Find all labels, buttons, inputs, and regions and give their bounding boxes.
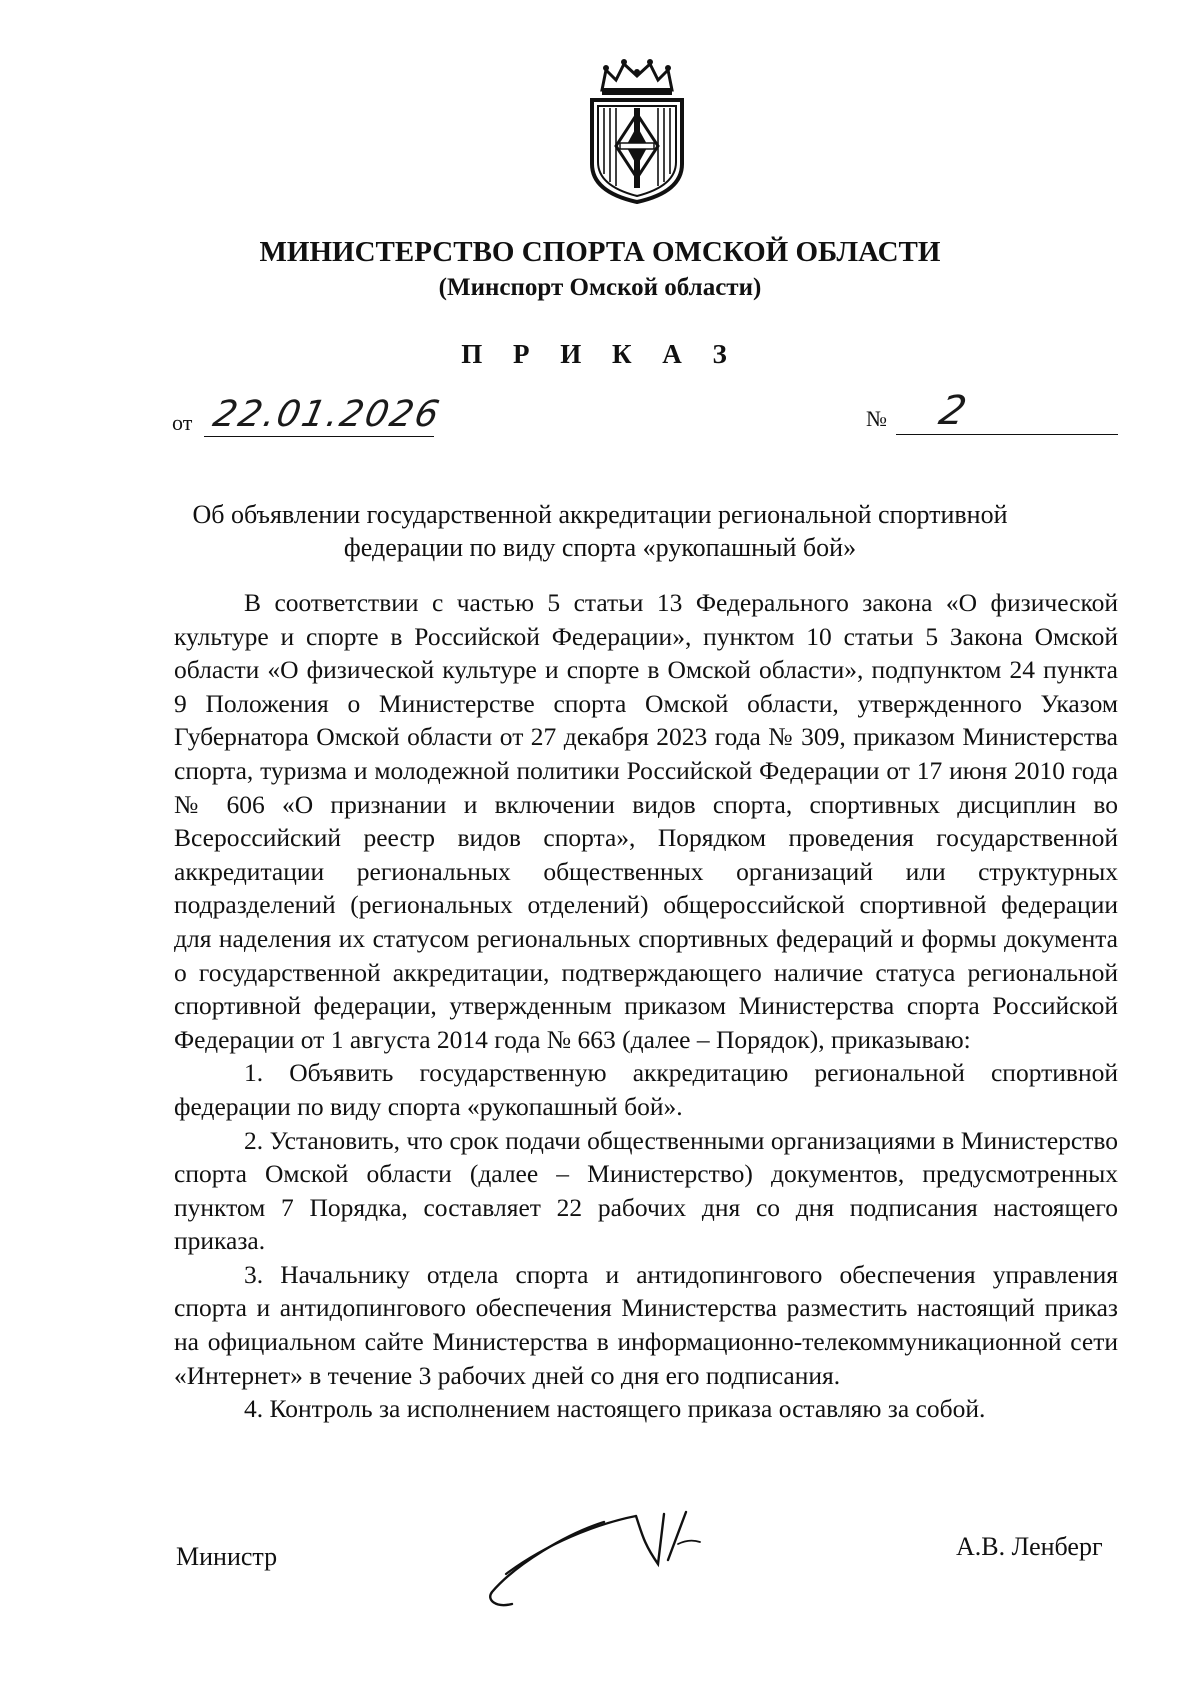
signer-name: А.В. Ленберг [956, 1532, 1103, 1561]
signature-icon [486, 1504, 726, 1614]
document-body [174, 586, 1118, 1426]
number-label: № [866, 406, 887, 431]
clause-3: 3. Начальнику отдела спорта и антидопингового обеспечения управления спорта и антидопингового обеспечения Министерства разместить настоящий приказ на официальном сайте Министерства в информационно-телекоммуникационной сети «Интернет» в течение 3 рабочих дней со дня его подписания. [174, 1259, 1118, 1390]
document-type: П Р И К А З [461, 339, 739, 369]
clause-2: 2. Установить, что срок подачи общественными организациями в Министерство спорта Омской области (далее – Министерство) документов, предусмотренных пунктом 7 Порядка, составляет 22 рабочих дня со дня подписания настоящего приказа. [174, 1125, 1118, 1256]
number-value: 2 [935, 388, 971, 434]
preamble-paragraph: В соответствии с частью 5 статьи 13 Федерального закона «О физической культуре и спорте в Российской Федерации», пунктом 10 статьи 5 Закона Омской области «О физической культуре и спорте в Омской области», подпунктом 24 пункта 9 Положения о Министерстве спорта Омской области, утвержденного Указом Губернатора Омской области от 27 декабря 2023 года № 309, приказом Министерства спорта, туризма и молодежной политики Российской Федерации от 17 июня 2010 года № 606 «О признании и включении видов спорта, спортивных дисциплин во Всероссийский реестр видов спорта», Порядком проведения государственной аккредитации региональных общественных организаций или структурных подразделений (региональных отделений) общероссийской спортивной федерации для наделения их статусом региональных спортивных федераций и формы документа о государственной аккредитации, подтверждающего наличие статуса региональной спортивной федерации, утвержденным приказом Министерства спорта Российской Федерации от 1 августа 2014 года № 663 (далее – Порядок), приказываю: [174, 588, 1118, 1054]
ministry-short-name: (Минспорт Омской области) [438, 274, 762, 301]
coat-of-arms-icon [582, 56, 692, 206]
signer-position: Министр [176, 1542, 278, 1571]
date-label: от [172, 410, 193, 435]
number-underline [896, 434, 1118, 435]
ministry-name: МИНИСТЕРСТВО СПОРТА ОМСКОЙ ОБЛАСТИ [259, 236, 941, 268]
document-subject: Об объявлении государственной аккредитации региональной спортивной федерации по виду спорта «рукопашный бой» [192, 500, 1008, 562]
clause-1: 1. Объявить государственную аккредитацию региональной спортивной федерации по виду спорта «рукопашный бой». [174, 1058, 1118, 1121]
date-value: 22.01.2026 [209, 394, 445, 435]
date-underline [204, 436, 434, 437]
clause-4: 4. Контроль за исполнением настоящего приказа оставляю за собой. [244, 1394, 986, 1424]
